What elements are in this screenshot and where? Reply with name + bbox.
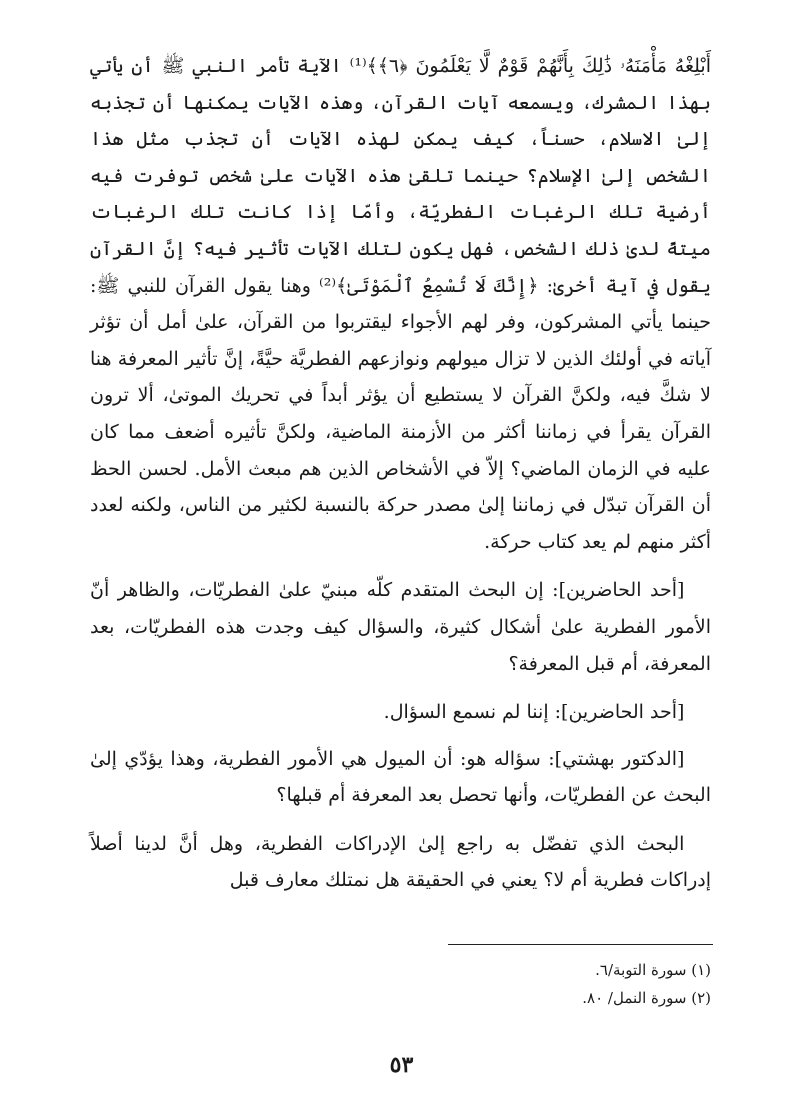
paragraph-5: البحث الذي تفضّل به راجع إلىٰ الإدراكات الفطرية، وهل أنَّ لدينا أصلاً إدراكات فطرية أم لا؟ يعني في الحقيقة هل نمتلك معارف قبل bbox=[90, 832, 711, 892]
footnote-separator bbox=[448, 944, 713, 945]
footnote-1: (١) سورة التوبة/٦. bbox=[595, 961, 711, 979]
page-number: ٥٣ bbox=[389, 1052, 414, 1078]
paragraph-3: [أحد الحاضرين]: إننا لم نسمع السؤال. bbox=[383, 701, 685, 724]
footnotes bbox=[582, 956, 711, 1012]
paragraph-1: أَبْلِغْهُ مَأْمَنَهُۥ ذَٰلِكَ بِأَنَّهُمْ قَوْمٌ لَّا يَعْلَمُونَ ﴿٦﴾﴾⁽¹⁾ الآية تأمر النبي ﷺ أن يأتي بهذا المشرك، ويسمعه آيات القرآن، وهذه الآيات يمكنها أن تجذبه إلىٰ الاسلام، حسناً، كيف يمكن لهذه الآيات أن تجذب مثل هذا الشخص إلىٰ الإسلام؟ حينما تلقىٰ هذه الآيات علىٰ شخص توفرت فيه أرضية تلك الرغبات الفطريّة، وأمّا إذا كانت تلك الرغبات ميتةً لدىٰ ذلك الشخص، فهل يكون لتلك الآيات تأثير فيه؟ إنَّ القرآن يقول في آية أخرىٰ: ﴿إِنَّكَ لَا تُسْمِعُ ٱلْمَوْتَىٰ﴾⁽²⁾ وهنا يقول القرآن للنبي ﷺ: حينما يأتي المشركون، وفر لهم الأجواء ليقتربوا من القرآن، علىٰ أمل أن تؤثر آياته في أولئك الذين لا تزال ميولهم ونوازعهم الفطريَّة حيَّةً، إنَّ تأثير المعرفة هنا لا شكَّ فيه، ولكنَّ القرآن لا يستطيع أن يؤثر أبداً في تحريك الموتىٰ، ألا ترون القرآن يقرأ في زماننا أكثر من الأزمنة الماضية، ولكنَّ تأثيره أضعف مما كان عليه في الزمان الماضي؟ إلاّ في الأشخاص الذين هم مبعث الأمل. لحسن الحظ أن القرآن تبدّل في زماننا إلىٰ مصدر حركة بالنسبة لكثير من الناس، ولكنه لعدد أكثر منهم لم يعد كتاب حركة. bbox=[90, 55, 711, 553]
paragraph-4: [الدكتور بهشتي]: سؤاله هو: أن الميول هي الأمور الفطرية، وهذا يؤدّي إلىٰ البحث عن الفطريّات، وأنها تحصل بعد المعرفة أم قبلها؟ bbox=[90, 747, 711, 807]
paragraph-2: [أحد الحاضرين]: إن البحث المتقدم كلّه مبنيّ علىٰ الفطريّات، والظاهر أنّ الأمور الفطرية علىٰ أشكال كثيرة، والسؤال كيف وجدت هذه الفطريّات، بعد المعرفة، أم قبل المعرفة؟ bbox=[90, 579, 711, 675]
footnote-2: (٢) سورة النمل/ ٨٠. bbox=[582, 989, 711, 1007]
body-text bbox=[90, 48, 711, 899]
